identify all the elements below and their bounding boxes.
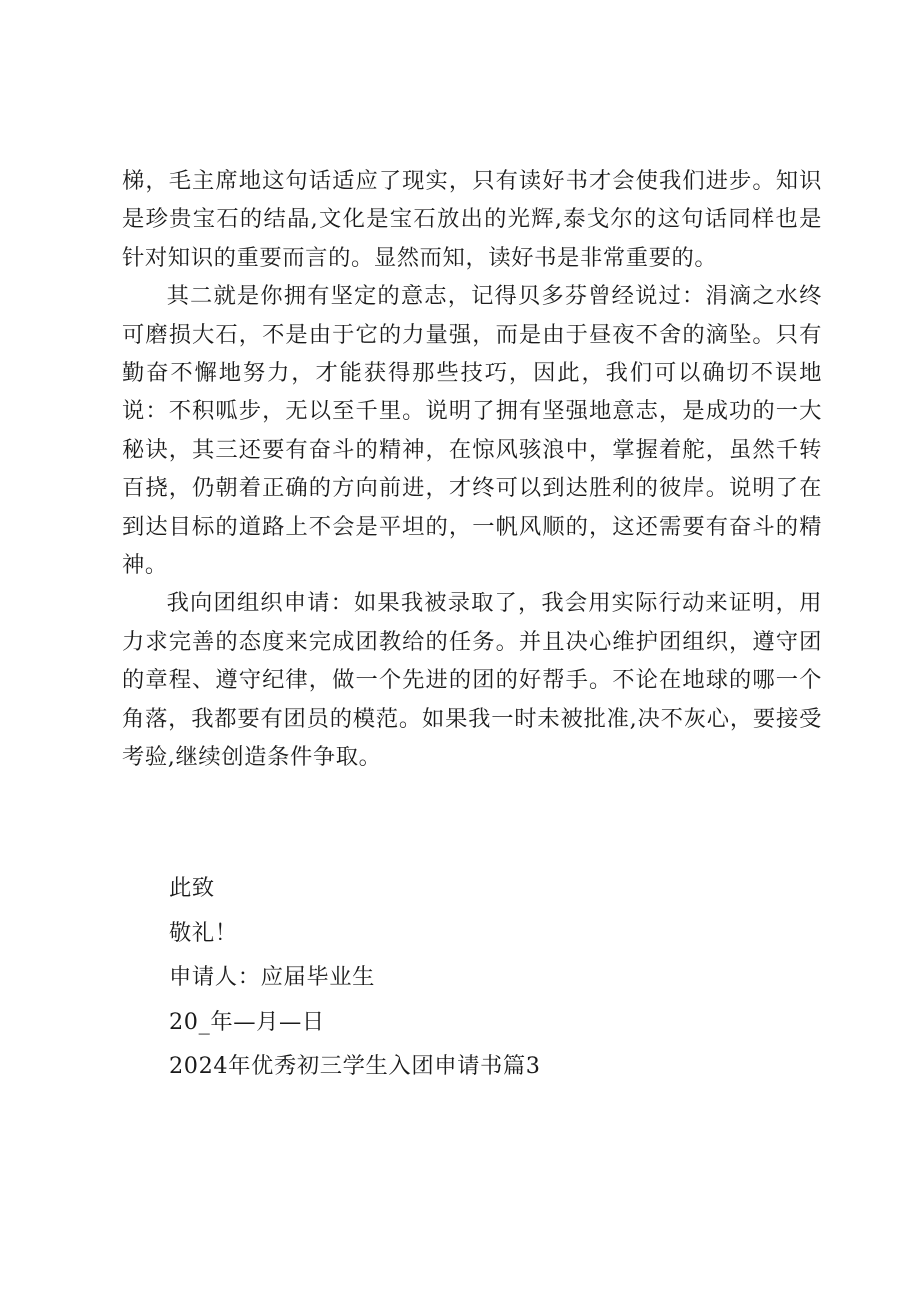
date-line: 20_年—月—日	[169, 1008, 325, 1035]
regards: 敬礼！	[169, 919, 238, 946]
paragraph-continuation: 梯，毛主席地这句话适应了现实，只有读好书才会使我们进步。知识是珍贵宝石的结晶,文化是宝石放出的光辉,泰戈尔的这句话同样也是针对知识的重要而言的。显然而知，读好书是非常重要的。	[122, 168, 822, 271]
letter-closing	[169, 866, 541, 1089]
next-section-title: 2024年优秀初三学生入团申请书篇3	[169, 1053, 541, 1079]
salutation: 此致	[169, 875, 215, 901]
applicant-signature: 申请人：应届毕业生	[169, 964, 376, 990]
letter-body	[122, 162, 822, 777]
paragraph-application: 我向团组织申请：如果我被录取了，我会用实际行动来证明，用力求完善的态度来完成团教给的任务。并且决心维护团组织，遵守团的章程、遵守纪律，做一个先进的团的好帮手。不论在地球的哪一个角落，我都要有团员的模范。如果我一时未被批准,决不灰心，要接受考验,继续创造条件争取。	[122, 590, 822, 771]
paragraph-willpower: 其二就是你拥有坚定的意志，记得贝多芬曾经说过：涓滴之水终可磨损大石，不是由于它的力量强，而是由于昼夜不舍的滴坠。只有勤奋不懈地努力，才能获得那些技巧，因此，我们可以确切不误地说：不积呱步，无以至千里。说明了拥有坚强地意志，是成功的一大秘诀，其三还要有奋斗的精神，在惊风骇浪中，掌握着舵，虽然千转百挠，仍朝着正确的方向前进，才终可以到达胜利的彼岸。说明了在到达目标的道路上不会是平坦的，一帆风顺的，这还需要有奋斗的精神。	[122, 283, 822, 579]
